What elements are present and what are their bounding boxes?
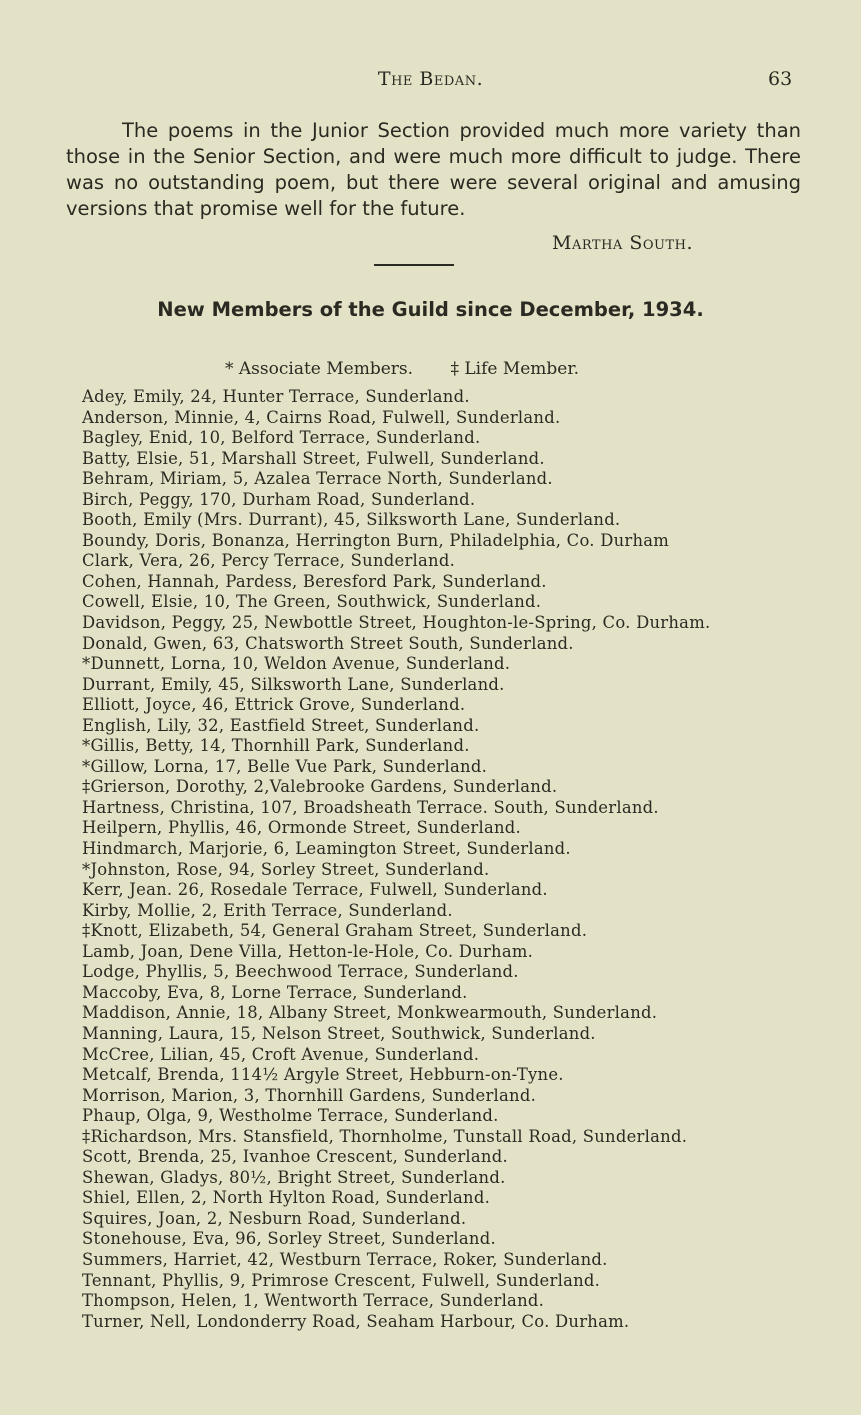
member-entry: Behram, Miriam, 5, Azalea Terrace North, Sunderland.	[82, 469, 553, 489]
member-entry: Lamb, Joan, Dene Villa, Hetton-le-Hole, Co. Durham.	[82, 941, 534, 961]
member-entry: Cohen, Hannah, Pardess, Beresford Park, Sunderland.	[82, 571, 547, 591]
member-entry: Tennant, Phyllis, 9, Primrose Crescent, Fulwell, Sunderland.	[82, 1270, 601, 1290]
member-entry: Kerr, Jean. 26, Rosedale Terrace, Fulwell, Sunderland.	[82, 880, 548, 900]
running-header-title: The Bedan.	[377, 68, 484, 90]
member-entry: ‡Grierson, Dorothy, 2,Valebrooke Gardens, Sunderland.	[82, 777, 558, 797]
member-entry: Heilpern, Phyllis, 46, Ormonde Street, Sunderland.	[82, 818, 522, 838]
member-entry: Manning, Laura, 15, Nelson Street, Southwick, Sunderland.	[82, 1023, 596, 1043]
section-heading: New Members of the Guild since December, 1934.	[157, 298, 704, 321]
member-entry: Summers, Harriet, 42, Westburn Terrace, Roker, Sunderland.	[82, 1249, 608, 1269]
signature: Martha South.	[552, 232, 694, 254]
member-entry: Scott, Brenda, 25, Ivanhoe Crescent, Sunderland.	[82, 1147, 508, 1167]
member-entry: ‡Knott, Elizabeth, 54, General Graham Street, Sunderland.	[82, 921, 588, 941]
member-entry: Adey, Emily, 24, Hunter Terrace, Sunderland.	[82, 387, 470, 406]
member-entry: English, Lily, 32, Eastfield Street, Sunderland.	[82, 715, 480, 735]
member-entry: Maccoby, Eva, 8, Lorne Terrace, Sunderland.	[82, 982, 468, 1002]
member-entry: Phaup, Olga, 9, Westholme Terrace, Sunderland.	[82, 1106, 499, 1126]
member-entry: ‡Richardson, Mrs. Stansfield, Thornholme, Tunstall Road, Sunderland.	[82, 1126, 688, 1146]
member-entry: *Dunnett, Lorna, 10, Weldon Avenue, Sunderland.	[82, 654, 511, 674]
member-entry: Metcalf, Brenda, 114½ Argyle Street, Hebburn-on-Tyne.	[82, 1065, 564, 1085]
member-entry: Kirby, Mollie, 2, Erith Terrace, Sunderland.	[82, 900, 453, 920]
legend	[225, 359, 579, 379]
member-entry: Maddison, Annie, 18, Albany Street, Monkwearmouth, Sunderland.	[82, 1003, 658, 1023]
intro-text: The poems in the Junior Section provided much more variety than those in the Senior Section, and were much more difficult to judge. There was no outstanding poem, but there were several original and amusing versions that promise well for the future.	[66, 119, 801, 220]
page-number: 63	[768, 68, 793, 90]
member-entry: Morrison, Marion, 3, Thornhill Gardens, Sunderland.	[82, 1085, 537, 1105]
legend-life: ‡ Life Member.	[450, 359, 580, 379]
member-entry: Stonehouse, Eva, 96, Sorley Street, Sunderland.	[82, 1229, 496, 1249]
member-entry: Hartness, Christina, 107, Broadsheath Terrace. South, Sunderland.	[82, 797, 659, 817]
member-entry: Davidson, Peggy, 25, Newbottle Street, Houghton-le-Spring, Co. Durham.	[82, 613, 711, 633]
member-entry: Squires, Joan, 2, Nesburn Road, Sunderland.	[82, 1208, 467, 1228]
member-entry: McCree, Lilian, 45, Croft Avenue, Sunderland.	[82, 1044, 480, 1064]
member-entry: Booth, Emily (Mrs. Durrant), 45, Silksworth Lane, Sunderland.	[82, 510, 621, 530]
member-entry: Shiel, Ellen, 2, North Hylton Road, Sunderland.	[82, 1188, 491, 1208]
member-entry: Turner, Nell, Londonderry Road, Seaham Harbour, Co. Durham.	[82, 1311, 630, 1331]
member-entry: Clark, Vera, 26, Percy Terrace, Sunderland.	[82, 551, 456, 571]
member-entry: Donald, Gwen, 63, Chatsworth Street South, Sunderland.	[82, 633, 574, 653]
member-entry: Birch, Peggy, 170, Durham Road, Sunderland.	[82, 489, 476, 509]
member-entry: Bagley, Enid, 10, Belford Terrace, Sunderland.	[82, 428, 481, 448]
members-list	[82, 387, 802, 1332]
member-entry: Lodge, Phyllis, 5, Beechwood Terrace, Sunderland.	[82, 962, 519, 982]
intro-paragraph	[66, 118, 801, 222]
section-divider	[374, 264, 454, 266]
member-entry: *Gillow, Lorna, 17, Belle Vue Park, Sunderland.	[82, 756, 488, 776]
legend-associate: * Associate Members.	[225, 359, 414, 379]
member-entry: Batty, Elsie, 51, Marshall Street, Fulwell, Sunderland.	[82, 448, 545, 468]
member-entry: Cowell, Elsie, 10, The Green, Southwick, Sunderland.	[82, 592, 542, 612]
member-entry: Boundy, Doris, Bonanza, Herrington Burn, Philadelphia, Co. Durham	[82, 530, 670, 550]
member-entry: Hindmarch, Marjorie, 6, Leamington Street, Sunderland.	[82, 839, 571, 859]
member-entry: Shewan, Gladys, 80½, Bright Street, Sunderland.	[82, 1167, 506, 1187]
member-entry: *Gillis, Betty, 14, Thornhill Park, Sunderland.	[82, 736, 470, 756]
member-entry: *Johnston, Rose, 94, Sorley Street, Sunderland.	[82, 859, 490, 879]
member-entry: Elliott, Joyce, 46, Ettrick Grove, Sunderland.	[82, 695, 466, 715]
member-entry: Thompson, Helen, 1, Wentworth Terrace, Sunderland.	[82, 1291, 545, 1311]
member-entry: Anderson, Minnie, 4, Cairns Road, Fulwell, Sunderland.	[82, 407, 561, 427]
member-entry: Durrant, Emily, 45, Silksworth Lane, Sunderland.	[82, 674, 505, 694]
